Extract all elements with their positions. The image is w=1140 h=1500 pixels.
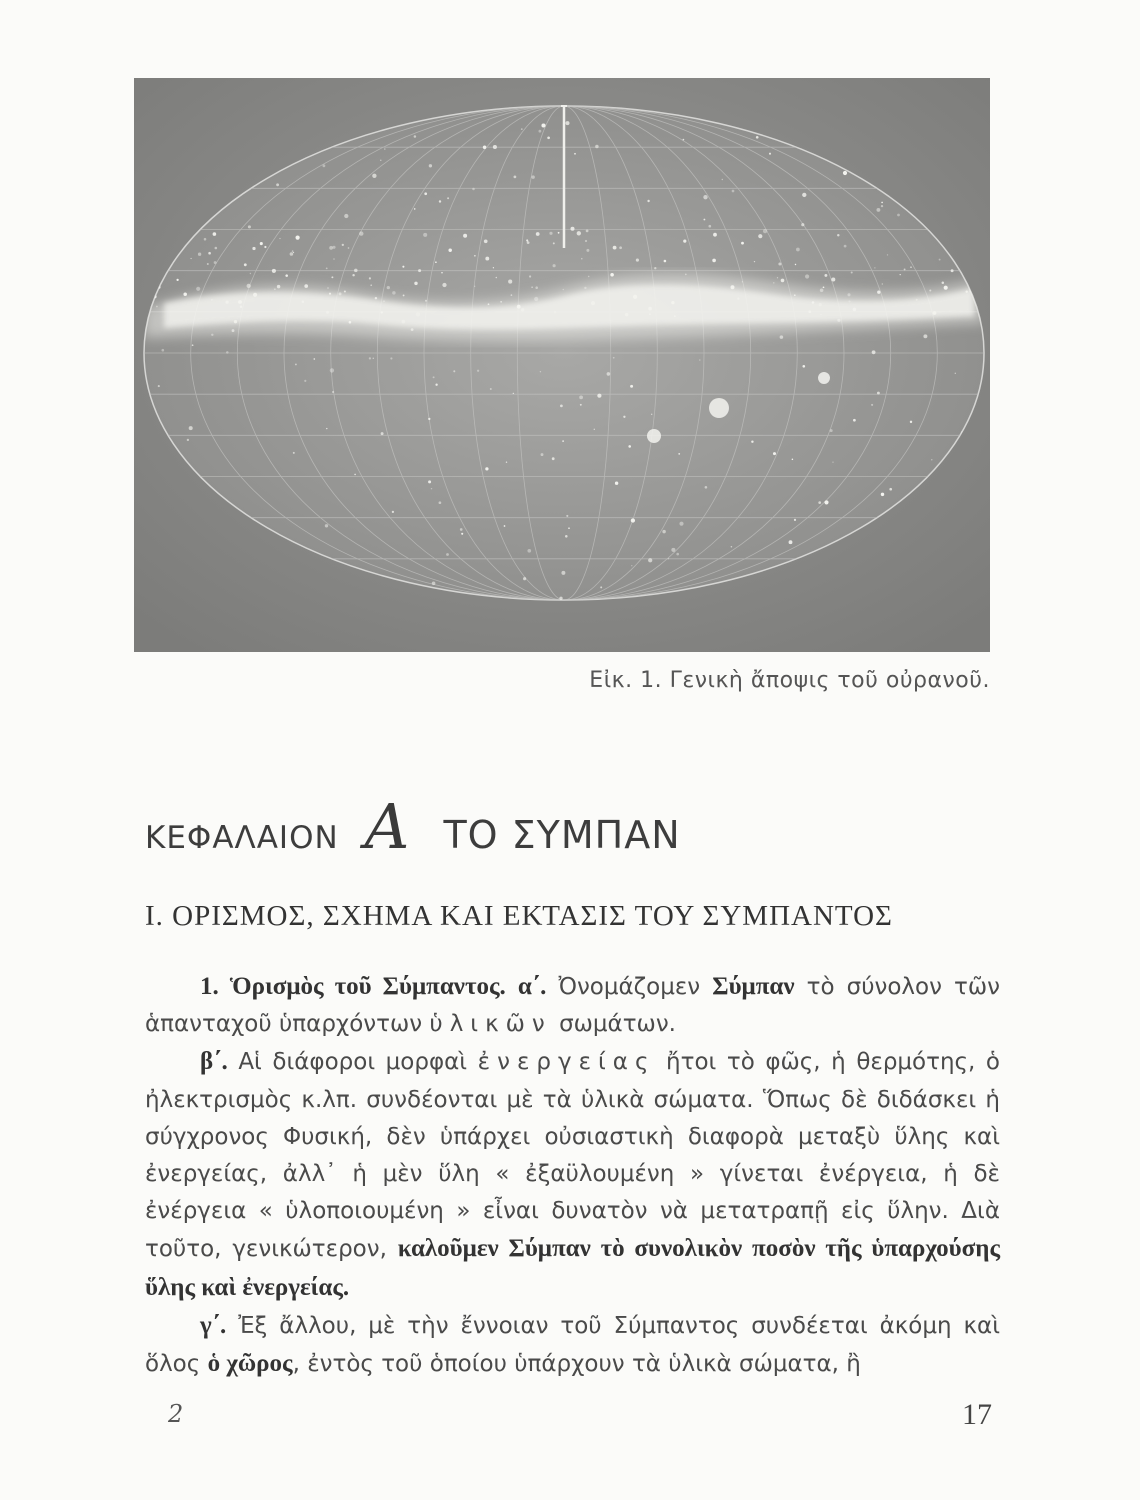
text-run: Αἱ διάφοροι μορφαὶ [227,1049,478,1076]
spaced-term: ὑλικῶν [429,1011,552,1038]
chapter-heading [145,790,681,870]
term-bold: ὁ χῶρος [207,1350,293,1378]
body-text [145,968,1000,1383]
figure-caption: Εἰκ. 1. Γενικὴ ἄποψις τοῦ οὐρανοῦ. [589,668,990,693]
signature-mark: 2 [168,1400,184,1428]
chapter-label: ΚΕΦΑΛΑΙΟΝ [145,820,339,856]
chapter-title: ΤΟ ΣΥΜΠΑΝ [443,813,681,857]
page-number: 17 [962,1398,992,1431]
section-heading: Ι. ΟΡΙΣΜΟΣ, ΣΧΗΜΑ ΚΑΙ ΕΚΤΑΣΙΣ ΤΟΥ ΣΥΜΠΑΝΤΟΣ [145,900,893,932]
text-run: , ἐντὸς τοῦ ὁποίου ὑπάρχουν τὰ ὑλικὰ σώματα, ἢ [292,1351,861,1378]
text-run: Ἐξ ἄλλου, μὲ τὴν ἔννοιαν τοῦ Σύμπαντος συνδέεται ἀκόμη καὶ ὅλος [145,1312,1000,1378]
definition-bold: καλοῦμεν Σύμπαν τὸ συνολικὸν ποσὸν τῆς ὑπαρχούσης ὕλης καὶ ἐνεργείας. [145,1235,1000,1301]
term-bold: Σύμπαν [712,973,795,1000]
paragraph-1 [145,968,1000,1043]
paragraph-marker: γ΄. [200,1311,227,1339]
chapter-letter: Α [364,790,410,863]
paragraph-marker: α΄. [517,973,547,1000]
text-run: τὸ σύνολον τῶν ἁπανταχοῦ ὑπαρχόντων [145,974,1000,1038]
paragraph-3 [145,1307,1000,1383]
text-run: Ὀνομάζομεν [546,974,713,1000]
paragraph-2 [145,1043,1000,1306]
text-run: ἤτοι τὸ φῶς, ἡ θερμότης, ὁ ἠλεκτρισμὸς κ.λπ. συνδέονται μὲ τὰ ὑλικὰ σώματα. Ὅπως δὲ διδάσκει ἡ σύγχρονος Φυσική, δὲν ὑπάρχει οὐσιαστικὴ διαφορὰ μεταξὺ ὕλης καὶ ἐνεργείας, ἀλλ᾽ ἡ μὲν ὕλη « ἐξαϋλουμένη » γίνεται ἐνέργεια, ἡ δὲ ἐνέργεια « ὑλοποιουμένη » εἶναι δυνατὸν νὰ μετατραπῇ εἰς ὕλην. Διὰ τοῦτο, γενικώτερον, [145,1049,1001,1263]
paragraph-marker: β΄. [200,1048,228,1076]
spaced-term: ἐνεργείας [477,1049,656,1076]
sky-photograph [134,78,990,652]
text-run: σωμάτων. [551,1011,676,1038]
paragraph-heading: 1. Ὁρισμὸς τοῦ Σύμπαντος. [200,973,506,1000]
